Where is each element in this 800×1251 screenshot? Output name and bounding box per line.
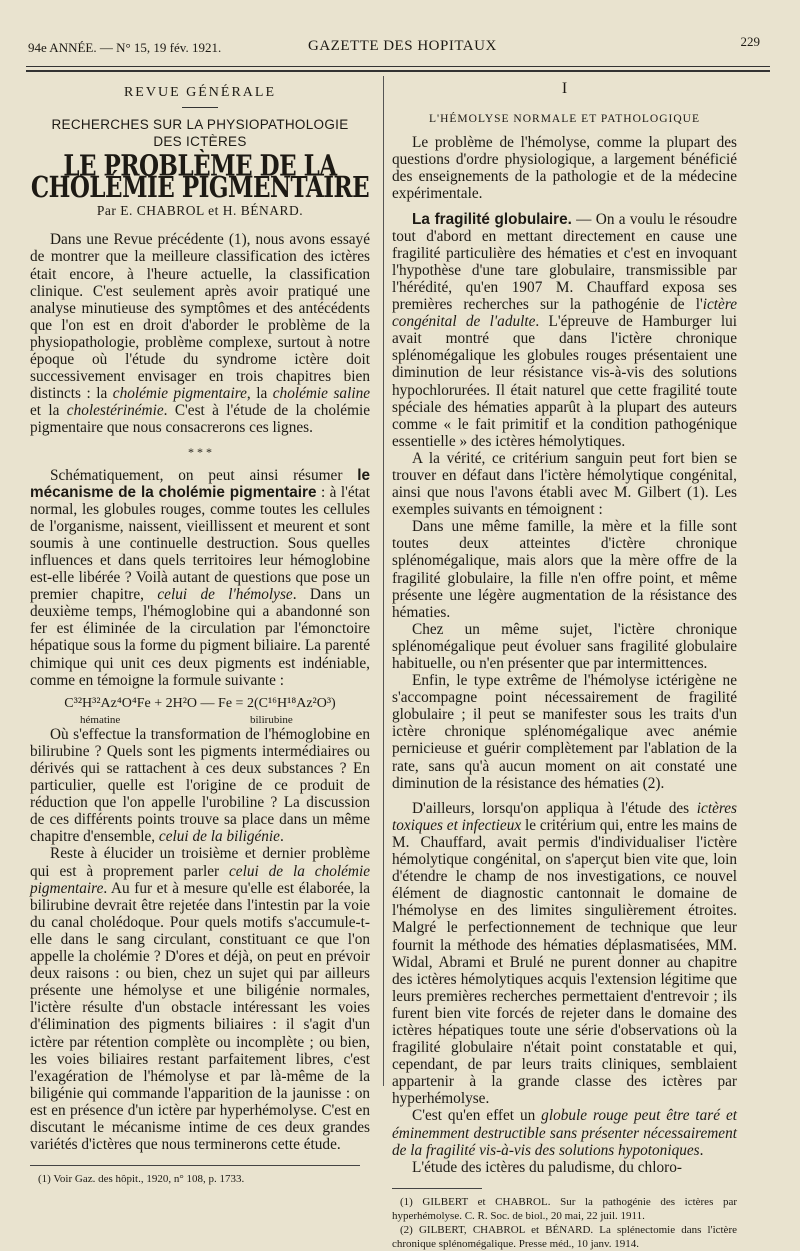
issue-info: 94e ANNÉE. — N° 15, 19 fév. 1921. xyxy=(28,40,222,55)
article-authors: Par E. CHABROL et H. BÉNARD. xyxy=(96,203,304,219)
paragraph: Schématiquement, on peut ainsi résumer le mécanisme de la cholémie pigmentaire : à l'état normal, les globules rouges, comme toutes les cellules de l'organisme, naissent, vieillissent et meurent et sont soumis à une continuelle destruction. Sous quelles influences et dans quels territoires leur hémoglobine est-elle libérée ? Voilà autant de questions que pose un premier chapitre, celui de l'hémolyse. Dans un deuxième temps, l'hémoglobine qui a abandonné son fer est éliminée de la circulation par l'émonctoire hépatique sous la forme du pigment biliaire. La parenté chimique qui unit ces deux pigments est indéniable, comme en témoigne la formule suivante : xyxy=(30,466,370,689)
paragraph: A la vérité, ce critérium sanguin peut fort bien se trouver en défaut dans l'ictère hémolytique congénital, ainsi que nous l'avons établi avec M. Gilbert (1). Les exemples suivants en témoignent : xyxy=(392,449,737,519)
paragraph: L'étude des ictères du paludisme, du chloro- xyxy=(412,1158,682,1176)
paragraph: Reste à élucider un troisième et dernier problème qui est à proprement parler celui de la cholémie pigmentaire. Au fur et à mesure qu'elle est élaborée, la bilirubine devrait être rejetée dans l'intestin par la voie du canal cholédoque. Pour quels motifs s'accumule-t-elle dans le sang circulant, constituant ce que l'on appelle la cholémie ? D'ores et déjà, on peut en prévoir deux raisons : ou bien, chez un sujet qui par ailleurs présente une hémolyse et une biligénie normales, l'ictère résulte d'un obstacle intéressant les voies d'élimination des pigments biliaires : il s'agit d'un ictère par rétention complète ou incomplète ; ou bien, les voies biliaires restant parfaitement libres, c'est l'exagération de l'hémolyse et par là-même de la biligénie qui commande l'apparition de la jaunisse : on est en présence d'un ictère par hyperhémolyse. C'est en discutant le mécanisme intime de ces deux grandes variétés d'ictères que nous terminerons cette étude. xyxy=(30,845,370,1154)
page-number: 229 xyxy=(740,34,760,49)
formula-label-bilirubine: bilirubine xyxy=(250,713,293,726)
footnote: (1) GILBERT et CHABROL. Sur la pathogénie des ictères par hyperhémolyse. C. R. Soc. de biol., 20 mai, 22 juil. 1911. xyxy=(392,1195,737,1222)
section-heading: REVUE GÉNÉRALE xyxy=(123,85,277,100)
paragraph: Dans une même famille, la mère et la fille sont toutes deux atteintes d'ictère chronique splénomégalique, mais alors que la mère offre de la fragilité globulaire, la fille n'en offre point, et même présente une légère augmentation de la résistance des hématies. xyxy=(392,518,737,621)
paragraph: Dans une Revue précédente (1), nous avons essayé de montrer que la meilleure classification des ictères était encore, à l'heure actuelle, la classification clinique. C'est seulement après avoir pratiqué une analyse minutieuse des symptômes et des antécédents que l'on est en droit d'aborder le problème de la physiopathologie, problème complexe, surtout à notre époque où l'étude du syndrome ictère doit successivement envisager en trois chapitres bien distincts : la cholémie pigmentaire, la cholémie saline et la cholestérinémie. C'est à l'étude de la cholémie pigmentaire que nous consacrerons ces lignes. xyxy=(30,231,371,437)
paragraph: Le problème de l'hémolyse, comme la plupart des questions d'ordre physiologique, a largement bénéficié des enseignements de la pathologie et de la médecine expérimentale. xyxy=(392,134,737,203)
series-title-line1: RECHERCHES SUR LA PHYSIOPATHOLOGIE xyxy=(51,117,349,133)
footnote-rule xyxy=(392,1188,482,1189)
paragraph: Enfin, le type extrême de l'hémolyse ictérigène ne s'accompagne point nécessairement de fragilité globulaire ; il peut se manifester sous les traits d'un ictère chronique splénomégalique avec anémie pernicieuse et guérir complètement par l'ablation de la rate, sans qu'à aucun moment on ait constaté une diminution de la résistance des hématies (2). xyxy=(392,672,737,792)
paragraph: Chez un même sujet, l'ictère chronique splénomégalique peut évoluer sans fragilité globulaire habituelle, ou n'en présenter que par intermittences. xyxy=(392,620,737,672)
journal-title: GAZETTE DES HOPITAUX xyxy=(308,38,497,54)
formula-label-hematine: hématine xyxy=(80,713,121,726)
paragraph: D'ailleurs, lorsqu'on appliqua à l'étude des ictères toxiques et infectieux le critérium qui, entre les mains de M. Chauffard, avait permis d'individualiser l'ictère hémolytique congénital, on s'aperçut bien vite que, loin d'étendre le champ de nos investigations, ce nouvel élément de diagnostic cantonnait le domaine de l'hémolyse en des limites singulièrement étroites. Malgré le perfectionnement de technique que leur fournit la méthode des hématies déplasmatisées, MM. Widal, Abrami et Brulé ne purent donner au chapitre des ictères hémolytiques acquis l'extension légitime que leurs premières recherches permettaient d'entrevoir ; ils furent bien vite forcés de rejeter dans le domaine des ictères hépatiques toute une série d'observations où la fragilité globulaire n'était point constatable et qui, cependant, de par leurs traits cliniques, semblaient appartenir à la grande classe des ictères par hyperhémolyse. xyxy=(392,799,737,1108)
paragraph: C'est qu'en effet un globule rouge peut être taré et éminemment destructible sans présenter nécessairement de la fragilité vis-à-vis des solutions hypotoniques. xyxy=(392,1107,738,1159)
formula-labels xyxy=(30,712,370,726)
section-stars: * * * xyxy=(188,444,212,459)
footnote: (2) GILBERT, CHABROL et BÉNARD. La splénectomie dans l'ictère chronique splénomégalique. Presse méd., 10 janv. 1914. xyxy=(392,1223,737,1250)
header-rule xyxy=(26,66,770,67)
paragraph: La fragilité globulaire. — On a voulu le résoudre tout d'abord en mettant directement en cause une fragilité particulière des hématies et c'est en invoquant l'hypothèse d'une tare globulaire, transmissible par l'hérédité, qu'en 1907 M. Chauffard exposa ses premières recherches sur la pathogénie de l'ictère congénital de l'adulte. L'épreuve de Hamburger lui avait montré que dans l'ictère chronique splénomégalique les globules rouges présentaient une diminution de leur résistance vis-à-vis des solutions hypochlorurées. Il était naturel que cette fragilité toute spéciale des hématies apparût à la plupart des auteurs comme « le fait primitif et la condition pathogénique essentielle » des ictères hémolytiques. xyxy=(392,210,737,450)
left-column xyxy=(30,80,370,1186)
short-divider xyxy=(182,107,218,108)
footnote-rule xyxy=(30,1165,360,1166)
column-separator xyxy=(383,76,384,1086)
chapter-number: I xyxy=(561,80,568,97)
chemical-formula: C³²H³²Az⁴O⁴Fe + 2H²O — Fe = 2(C¹⁶H¹⁸Az²O³) xyxy=(64,695,336,711)
chapter-title: L'HÉMOLYSE NORMALE ET PATHOLOGIQUE xyxy=(429,113,700,126)
right-column xyxy=(392,80,737,1251)
footnote: (1) Voir Gaz. des hôpit., 1920, n° 108, p. 1733. xyxy=(38,1173,245,1186)
article-title: LE PROBLÈME DE LA CHOLÉMIE PIGMENTAIRE xyxy=(30,149,370,205)
page-header xyxy=(28,30,760,66)
paragraph: Où s'effectue la transformation de l'hémoglobine en bilirubine ? Quels sont les pigments intermédiaires ou dérivés qui se rattachent à ces deux substances ? En particulier, quelle est l'origine de ce produit de réduction que l'on appelle l'urobiline ? La discussion de ces différents points trouve sa place dans un même chapitre d'ensemble, celui de la biligénie. xyxy=(30,725,370,846)
header-rule-thick xyxy=(26,70,770,72)
series-title-line2: DES ICTÈRES xyxy=(153,134,247,150)
